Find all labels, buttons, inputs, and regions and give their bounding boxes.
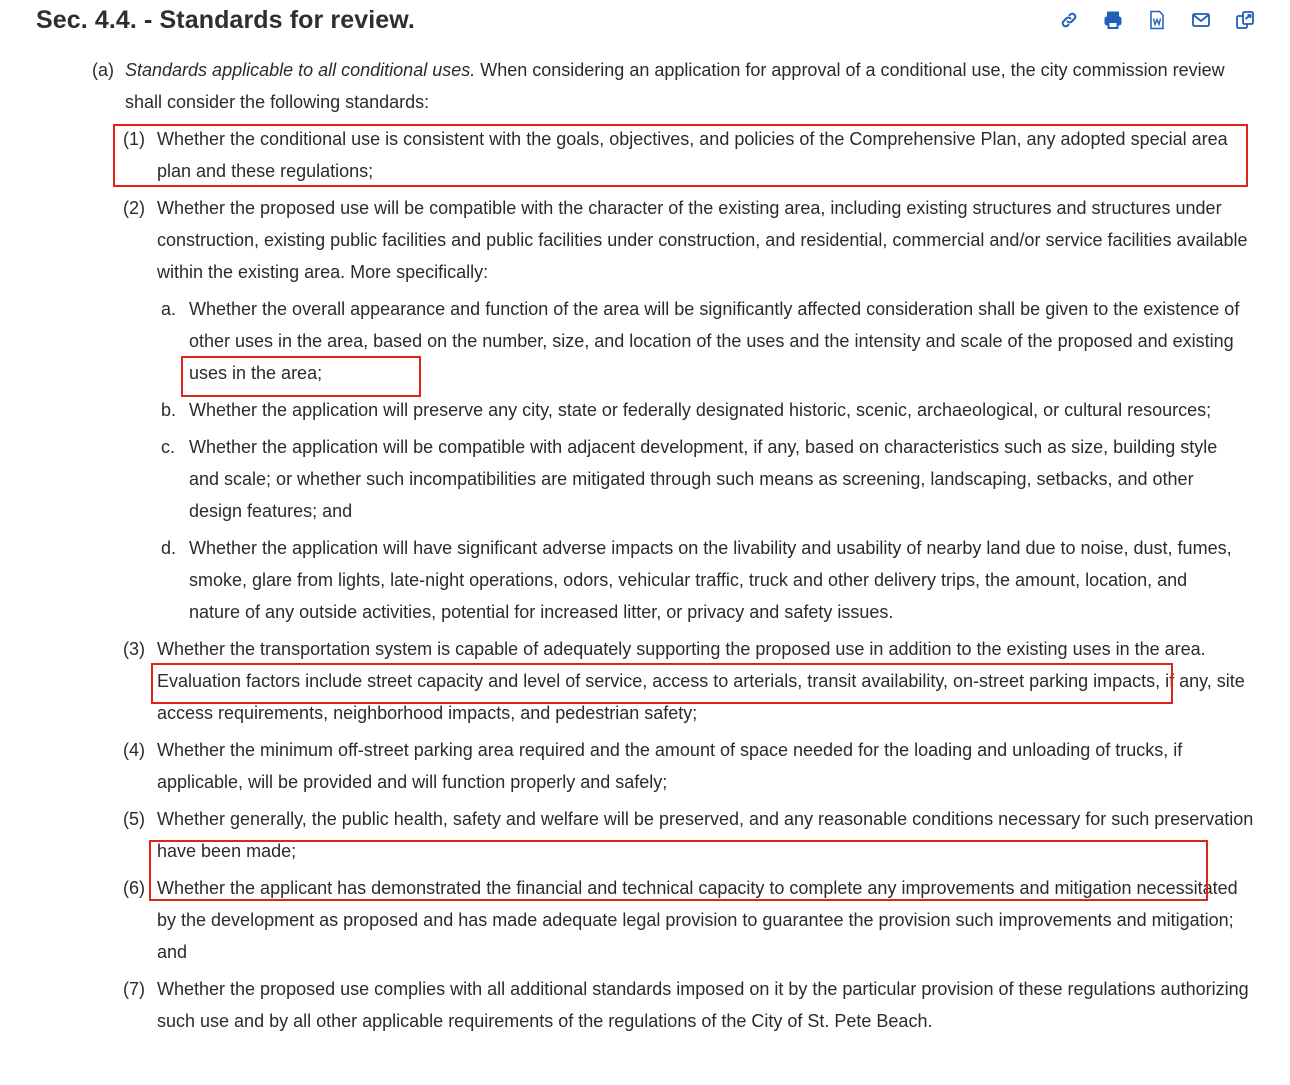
section-title: Sec. 4.4. - Standards for review. — [36, 6, 415, 34]
list-item-marker: (2) — [123, 198, 145, 218]
list-item-marker: (6) — [123, 878, 145, 898]
paragraph-a-body: When considering an application for approval of a conditional use, the city commission review shall consider the following standards: — [125, 60, 1225, 112]
link-icon[interactable] — [1058, 8, 1080, 32]
word-document-icon[interactable] — [1146, 8, 1168, 32]
list-item-4 — [0, 734, 1290, 798]
list-item-6 — [0, 872, 1290, 968]
email-icon[interactable] — [1190, 8, 1212, 32]
paragraph-a-marker: (a) — [92, 60, 114, 80]
list-item-marker: (4) — [123, 740, 145, 760]
sub-item-a — [0, 293, 1290, 389]
section-content — [0, 54, 1290, 1037]
list-item-text: Whether the proposed use complies with all additional standards imposed on it by the particular provision of these regulations authorizing such use and by all other applicable requirements of the regulations of the City of St. Pete Beach. — [157, 979, 1249, 1031]
compare-icon[interactable] — [1234, 8, 1256, 32]
toolbar — [1058, 8, 1256, 32]
list-item-7 — [0, 973, 1290, 1037]
list-item-3 — [0, 633, 1290, 729]
sub-item-marker: d. — [161, 538, 177, 558]
sub-item-text: Whether the application will be compatible with adjacent development, if any, based on characteristics such as size, building style and scale; or whether such incompatibilities are mitigated through such means as screening, landscaping, setbacks, and other design features; and — [189, 437, 1218, 521]
list-item-marker: (3) — [123, 639, 145, 659]
print-icon[interactable] — [1102, 8, 1124, 32]
sub-item-text: Whether the application will have significant adverse impacts on the livability and usability of nearby land due to noise, dust, fumes, smoke, glare from lights, late-night operations, odors, vehicular traffic, truck and other delivery trips, the amount, location, and nature of any outside activities, potential for increased litter, or privacy and safety issues. — [189, 538, 1232, 622]
list-item-text: Whether the proposed use will be compatible with the character of the existing area, including existing structures and structures under construction, existing public facilities and public facilities under construction, and residential, commercial and/or service facilities available within the existing area. More specifically: — [157, 198, 1248, 282]
list-item-text: Whether generally, the public health, safety and welfare will be preserved, and any reasonable conditions necessary for such preservation have been made; — [157, 809, 1254, 861]
list-item-text: Whether the transportation system is capable of adequately supporting the proposed use in addition to the existing uses in the area. Evaluation factors include street capacity and level of service, access to arterials, transit availability, on-street parking impacts, if any, site access requirements, neighborhood impacts, and pedestrian safety; — [157, 639, 1245, 723]
list-item-marker: (5) — [123, 809, 145, 829]
sub-item-d — [0, 532, 1290, 628]
sub-item-b — [0, 394, 1290, 426]
sub-item-c — [0, 431, 1290, 527]
list-item-marker: (7) — [123, 979, 145, 999]
list-item-text: Whether the minimum off-street parking area required and the amount of space needed for the loading and unloading of trucks, if applicable, will be provided and will function properly and safely; — [157, 740, 1183, 792]
paragraph-a-text — [125, 54, 1250, 118]
list-item-text: Whether the applicant has demonstrated the financial and technical capacity to complete any improvements and mitigation necessitated by the development as proposed and has made adequate legal provision to guarantee the provision such improvements and mitigation; and — [157, 878, 1238, 962]
sub-item-marker: a. — [161, 299, 177, 319]
list-item-5 — [0, 803, 1290, 867]
list-item-2 — [0, 192, 1290, 288]
paragraph-a-heading: Standards applicable to all conditional uses. — [125, 60, 476, 80]
list-item-marker: (1) — [123, 129, 145, 149]
sub-item-text: Whether the overall appearance and function of the area will be significantly affected consideration shall be given to the existence of other uses in the area, based on the number, size, and location of the uses and the intensity and scale of the proposed and existing uses in the area; — [189, 299, 1240, 383]
sub-item-marker: b. — [161, 400, 177, 420]
paragraph-a — [0, 54, 1290, 118]
sub-item-marker: c. — [161, 437, 176, 457]
list-item-text: Whether the conditional use is consistent with the goals, objectives, and policies of the Comprehensive Plan, any adopted special area plan and these regulations; — [157, 129, 1228, 181]
sub-item-text: Whether the application will preserve any city, state or federally designated historic, scenic, archaeological, or cultural resources; — [189, 400, 1212, 420]
list-item-1 — [0, 123, 1290, 187]
